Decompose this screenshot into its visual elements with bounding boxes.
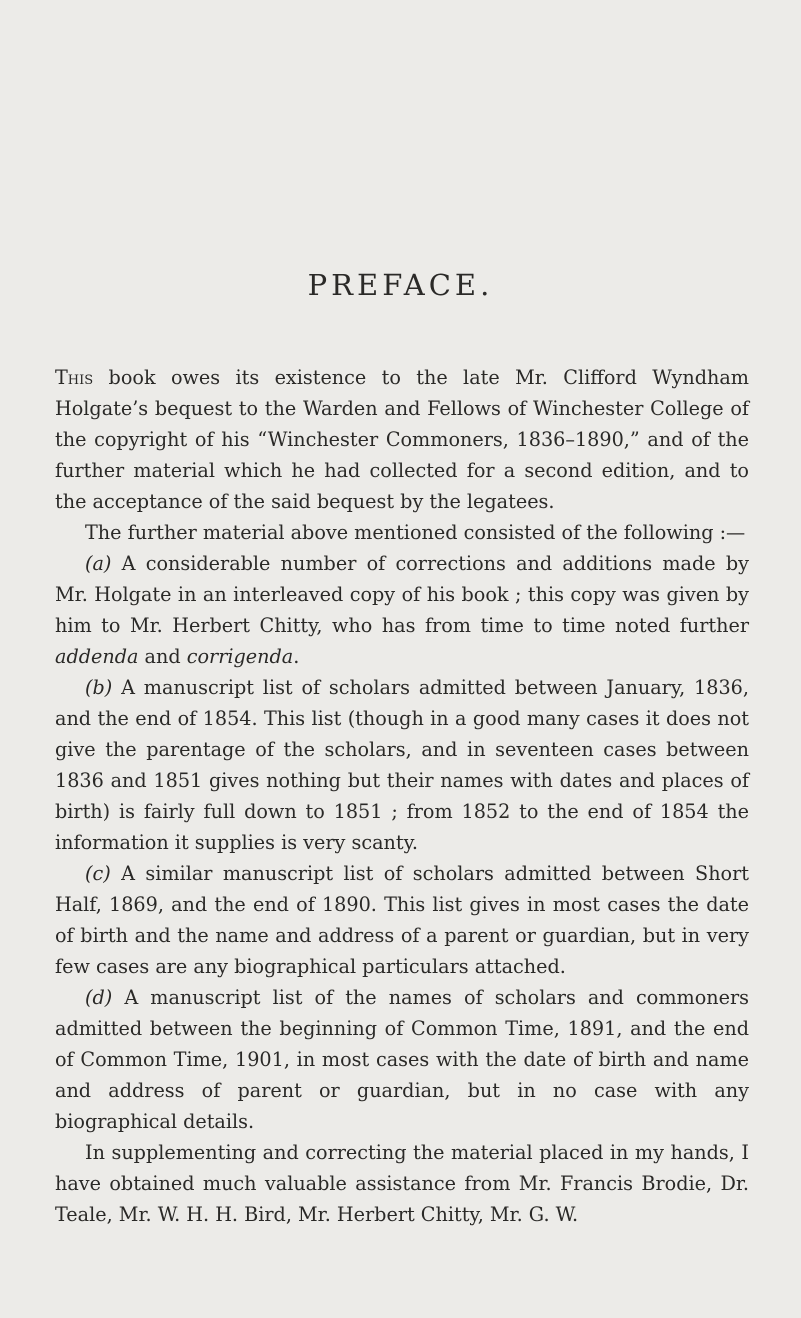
- paragraph-item-a: [55, 548, 749, 672]
- item-c-label: (c): [85, 862, 111, 885]
- paragraph-item-d: [55, 982, 749, 1137]
- paragraph-item-c: [55, 858, 749, 982]
- opening-text: book owes its existence to the late Mr. Clifford Wyndham Holgate’s bequest to the Warden and Fellows of Winchester College of the copyright of his “Winchester Commoners, 1836–1890,” and of the further material which he had collected for a second edition, and to the acceptance of the said bequest by the legatees.: [55, 366, 749, 513]
- item-a-end: .: [293, 645, 300, 668]
- item-a-corrigenda: corrigenda: [186, 645, 294, 668]
- item-a-text: A considerable number of corrections and additions made by Mr. Holgate in an interleaved copy of his book ; this copy was given by him to Mr. Herbert Chitty, who has from time to time noted further: [55, 552, 749, 637]
- item-a-and: and: [138, 645, 187, 668]
- item-b-text: A manuscript list of scholars admitted between January, 1836, and the end of 1854. This list (though in a good many cases it does not give the parentage of the scholars, and in seventeen cases between 1836 and 1851 gives nothing but their names with dates and places of birth) is fairly full down to 1851 ; from 1852 to the end of 1854 the information it supplies is very scanty.: [55, 676, 749, 854]
- item-a-label: (a): [85, 552, 112, 575]
- item-d-label: (d): [85, 986, 113, 1009]
- paragraph-opening: [55, 362, 749, 517]
- item-b-label: (b): [85, 676, 113, 699]
- preface-body: [55, 362, 749, 1230]
- opening-word: This: [55, 366, 94, 389]
- item-a-addenda: addenda: [55, 645, 139, 668]
- page-title: PREFACE.: [307, 268, 494, 302]
- paragraph-acknowledgements: In supplementing and correcting the material placed in my hands, I have obtained much valuable assistance from Mr. Francis Brodie, Dr. Teale, Mr. W. H. H. Bird, Mr. Herbert Chitty, Mr. G. W.: [55, 1141, 749, 1226]
- paragraph-item-b: [55, 672, 749, 858]
- item-c-text: A similar manuscript list of scholars admitted between Short Half, 1869, and the end of 1890. This list gives in most cases the date of birth and the name and address of a parent or guardian, but in very few cases are any biographical particulars attached.: [55, 862, 749, 978]
- paragraph-material-intro: The further material above mentioned consisted of the following :—: [85, 521, 746, 544]
- item-d-text: A manuscript list of the names of scholars and commoners admitted between the beginning of Common Time, 1891, and the end of Common Time, 1901, in most cases with the date of birth and name and address of parent or guardian, but in no case with any biographical details.: [55, 986, 749, 1133]
